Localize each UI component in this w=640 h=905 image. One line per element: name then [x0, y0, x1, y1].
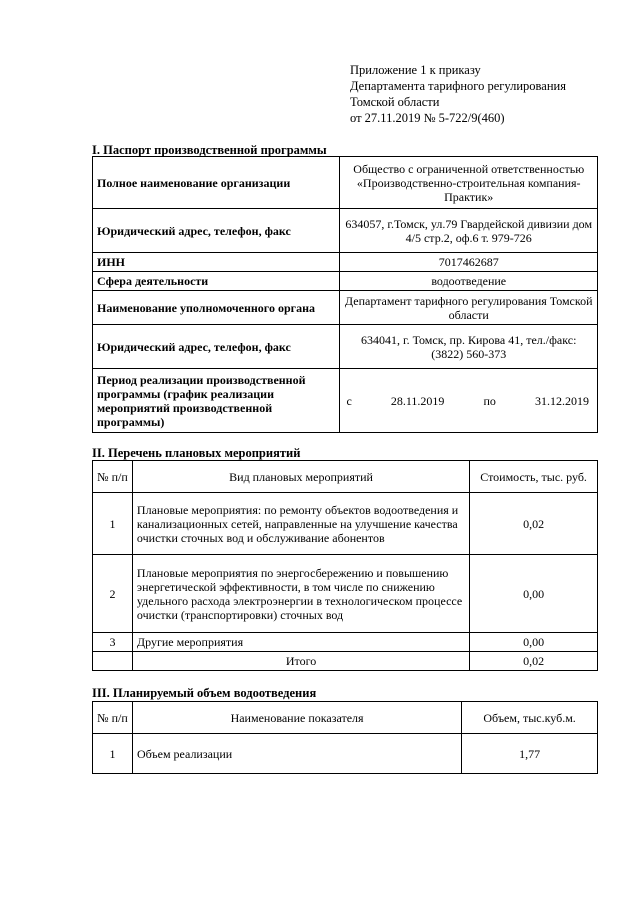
period-label: Период реализации производственной программы (график реализации мероприятий производственной программы): [93, 369, 340, 433]
table-row: [93, 253, 598, 272]
table-row: [93, 555, 598, 633]
total-value: 0,02: [470, 652, 598, 671]
row-label: Сфера деятельности: [93, 272, 340, 291]
header-line-2: Департамента тарифного регулирования: [350, 79, 566, 93]
col-header-name: Наименование показателя: [132, 702, 461, 734]
total-label: Итого: [132, 652, 469, 671]
row-name: Плановые мероприятия по энергосбережению и повышению энергетической эффективности, в том числе по снижению удельного расхода электроэнергии в технологическом процессе очистки (транспортировки) сточных вод: [132, 555, 469, 633]
row-cost: 0,00: [470, 633, 598, 652]
row-cost: 0,00: [470, 555, 598, 633]
row-cost: 0,02: [470, 493, 598, 555]
row-label: Наименование уполномоченного органа: [93, 291, 340, 325]
table-header-row: [93, 702, 598, 734]
period-value: [340, 369, 598, 433]
row-value: 634041, г. Томск, пр. Кирова 41, тел./факс: (3822) 560-373: [340, 325, 598, 369]
row-label: Полное наименование организации: [93, 157, 340, 209]
col-header-num: № п/п: [93, 702, 133, 734]
passport-table: [92, 156, 598, 433]
row-num: 3: [93, 633, 133, 652]
section-3-title: III. Планируемый объем водоотведения: [92, 686, 317, 700]
header-line-1: Приложение 1 к приказу: [350, 63, 481, 77]
period-from-date: 28.11.2019: [390, 393, 445, 408]
col-header-name: Вид плановых мероприятий: [132, 461, 469, 493]
header-line-3: Томской области: [350, 95, 440, 109]
col-header-num: № п/п: [93, 461, 133, 493]
period-to-word: по: [483, 393, 496, 408]
table-row: [93, 369, 598, 433]
table-total-row: [93, 652, 598, 671]
document-header: [350, 62, 566, 126]
col-header-cost: Стоимость, тыс. руб.: [470, 461, 598, 493]
row-num: 1: [93, 493, 133, 555]
col-header-volume: Объем, тыс.куб.м.: [462, 702, 598, 734]
row-name: Объем реализации: [132, 734, 461, 774]
measures-table: [92, 460, 598, 671]
row-value: 634057, г.Томск, ул.79 Гвардейской дивизии дом 4/5 стр.2, оф.6 т. 979-726: [340, 209, 598, 253]
table-row: [93, 272, 598, 291]
period-from-word: с: [346, 393, 352, 408]
table-row: [93, 493, 598, 555]
table-row: [93, 325, 598, 369]
table-row: [93, 633, 598, 652]
table-row: [93, 209, 598, 253]
row-label: Юридический адрес, телефон, факс: [93, 209, 340, 253]
row-value: Департамент тарифного регулирования Томской области: [340, 291, 598, 325]
section-1-title: I. Паспорт производственной программы: [92, 143, 327, 157]
row-label: ИНН: [93, 253, 340, 272]
table-row: [93, 157, 598, 209]
row-value: Общество с ограниченной ответственностью «Производственно-строительная компания-Практик»: [340, 157, 598, 209]
header-line-4: от 27.11.2019 № 5-722/9(460): [350, 111, 505, 125]
row-value: водоотведение: [340, 272, 598, 291]
row-name: Другие мероприятия: [132, 633, 469, 652]
table-header-row: [93, 461, 598, 493]
row-num: 1: [93, 734, 133, 774]
section-2-title: II. Перечень плановых мероприятий: [92, 446, 301, 460]
table-row: [93, 291, 598, 325]
row-name: Плановые мероприятия: по ремонту объектов водоотведения и канализационных сетей, направленные на улучшение качества очистки сточных вод и обслуживание абонентов: [132, 493, 469, 555]
volume-table: [92, 701, 598, 774]
total-blank: [93, 652, 133, 671]
table-row: [93, 734, 598, 774]
row-num: 2: [93, 555, 133, 633]
row-label: Юридический адрес, телефон, факс: [93, 325, 340, 369]
row-value: 7017462687: [340, 253, 598, 272]
period-to-date: 31.12.2019: [535, 393, 589, 408]
row-volume: 1,77: [462, 734, 598, 774]
